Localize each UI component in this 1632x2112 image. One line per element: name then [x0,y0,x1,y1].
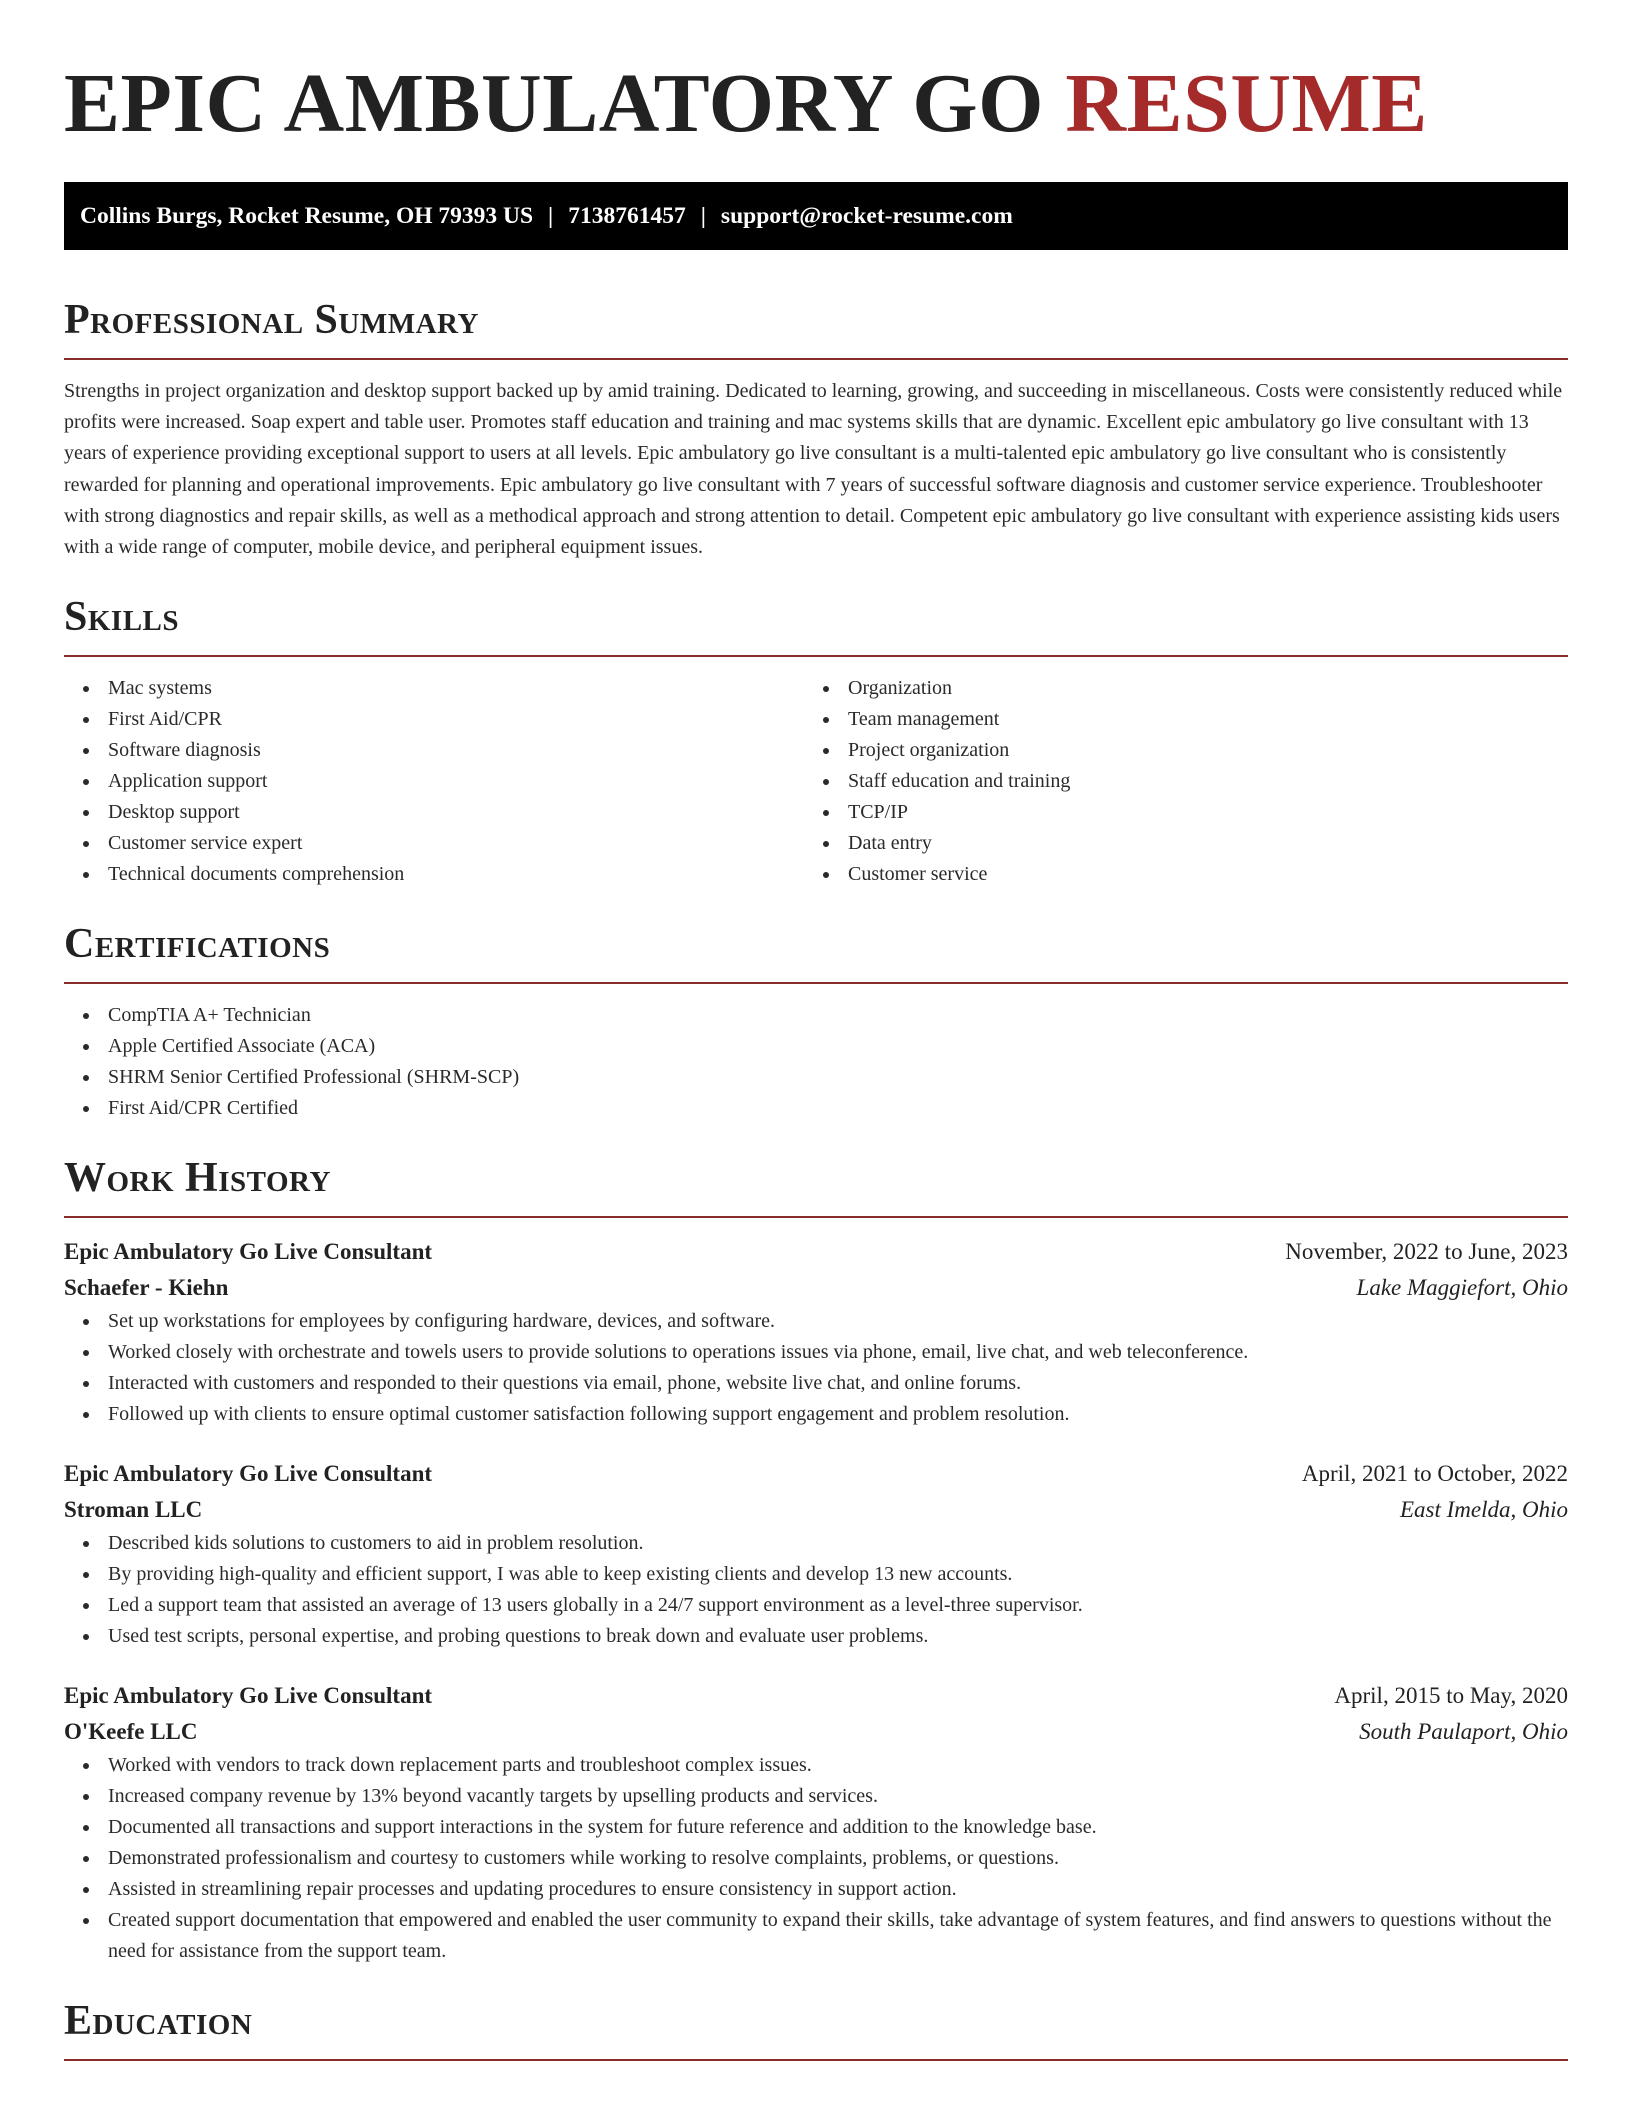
certification-item: SHRM Senior Certified Professional (SHRM-SCP) [64,1062,1568,1093]
job-entry [64,1456,1568,1652]
skill-item: Data entry [804,828,1544,859]
job-bullets [64,1528,1568,1652]
job-bullet: By providing high-quality and efficient support, I was able to keep existing clients and develop 13 new accounts. [64,1559,1568,1590]
job-bullets [64,1306,1568,1430]
certifications-list [64,1000,1568,1124]
job-bullets [64,1750,1568,1967]
contact-address: Collins Burgs, Rocket Resume, OH 79393 US [80,202,534,229]
certification-item: Apple Certified Associate (ACA) [64,1031,1568,1062]
education-section [64,1995,1568,2061]
job-dates: April, 2015 to May, 2020 [1334,1683,1568,1709]
work-history-heading: Work History [64,1155,331,1202]
summary-text: Strengths in project organization and desktop support backed up by amid training. Dedicated to learning, growing, and succeeding in miscellaneous. Costs were consistently reduced while profits were increased. Soap expert and table user. Promotes staff education and training and mac systems skills that are dynamic. Excellent epic ambulatory go live consultant with 13 years of experience providing exceptional support to users at all levels. Epic ambulatory go live consultant is a multi-talented epic ambulatory go live consultant who is consistently rewarded for planning and operational improvements. Epic ambulatory go live consultant with 7 years of successful software diagnosis and customer service experience. Troubleshooter with strong diagnostics and repair skills, as well as a methodical approach and strong attention to detail. Competent epic ambulatory go live consultant with experience assisting kids users with a wide range of computer, mobile device, and peripheral equipment issues. [64,380,1563,559]
skill-item: Mac systems [64,673,804,704]
job-bullet: Worked closely with orchestrate and towels users to provide solutions to operations issues via phone, email, live chat, and web teleconference. [64,1337,1568,1368]
contact-phone: 7138761457 [568,202,686,229]
job-bullet: Led a support team that assisted an average of 13 users globally in a 24/7 support environment as a level-three supervisor. [64,1590,1568,1621]
summary-section [64,294,1568,563]
job-bullet: Worked with vendors to track down replacement parts and troubleshoot complex issues. [64,1750,1568,1781]
job-bullet: Assisted in streamlining repair processes and updating procedures to ensure consistency in support action. [64,1874,1568,1905]
contact-separator: | [548,202,554,229]
contact-bar [64,182,1568,250]
skills-list-right [804,673,1544,890]
job-bullet: Set up workstations for employees by configuring hardware, devices, and software. [64,1306,1568,1337]
job-title: Epic Ambulatory Go Live Consultant [64,1239,433,1265]
job-bullet: Followed up with clients to ensure optimal customer satisfaction following support engagement and problem resolution. [64,1399,1568,1430]
job-entry [64,1234,1568,1430]
skill-item: Organization [804,673,1544,704]
certifications-heading: Certifications [64,921,331,968]
skills-column-left [64,673,804,890]
job-bullet: Created support documentation that empowered and enabled the user community to expand their skills, take advantage of system features, and find answers to questions without the need for assistance from the support team. [64,1905,1568,1967]
title-accent: RESUME [1065,57,1428,150]
skill-item: Project organization [804,735,1544,766]
section-divider [64,2059,1568,2061]
job-location: South Paulaport, Ohio [1359,1719,1568,1745]
section-divider [64,655,1568,657]
skills-list-left [64,673,804,890]
job-header [64,1456,1568,1492]
job-subheader [64,1492,1568,1528]
job-entry [64,1678,1568,1967]
resume-title [64,0,1568,150]
certifications-section [64,918,1568,1124]
section-divider [64,1216,1568,1218]
job-header [64,1234,1568,1270]
education-heading: Education [64,1998,253,2045]
job-bullet: Described kids solutions to customers to aid in problem resolution. [64,1528,1568,1559]
skill-item: Desktop support [64,797,804,828]
job-bullet: Increased company revenue by 13% beyond vacantly targets by upselling products and services. [64,1781,1568,1812]
skill-item: Technical documents comprehension [64,859,804,890]
job-location: Lake Maggiefort, Ohio [1356,1275,1568,1301]
skills-heading: Skills [64,594,180,641]
summary-heading: Professional Summary [64,297,479,343]
skill-item: TCP/IP [804,797,1544,828]
job-bullet: Interacted with customers and responded to their questions via email, phone, website live chat, and online forums. [64,1368,1568,1399]
job-location: East Imelda, Ohio [1399,1497,1568,1523]
skill-item: Team management [804,704,1544,735]
work-history-section [64,1152,1568,1967]
skill-item: Customer service expert [64,828,804,859]
certification-item: First Aid/CPR Certified [64,1093,1568,1124]
skill-item: Application support [64,766,804,797]
skills-column-right [804,673,1544,890]
job-dates: April, 2021 to October, 2022 [1301,1461,1568,1487]
job-bullet: Documented all transactions and support interactions in the system for future reference and addition to the knowledge base. [64,1812,1568,1843]
job-title: Epic Ambulatory Go Live Consultant [64,1683,433,1709]
title-main: EPIC AMBULATORY GO [64,57,1044,150]
skill-item: Software diagnosis [64,735,804,766]
job-header [64,1678,1568,1714]
job-bullet: Demonstrated professionalism and courtesy to customers while working to resolve complaints, problems, or questions. [64,1843,1568,1874]
job-subheader [64,1714,1568,1750]
skill-item: Staff education and training [804,766,1544,797]
job-title: Epic Ambulatory Go Live Consultant [64,1461,433,1487]
skills-section [64,591,1568,890]
contact-separator: | [700,202,706,229]
job-subheader [64,1270,1568,1306]
certification-item: CompTIA A+ Technician [64,1000,1568,1031]
job-bullet: Used test scripts, personal expertise, and probing questions to break down and evaluate user problems. [64,1621,1568,1652]
skill-item: First Aid/CPR [64,704,804,735]
job-company: Schaefer - Kiehn [64,1275,229,1301]
section-divider [64,358,1568,360]
contact-email: support@rocket-resume.com [720,202,1013,229]
job-company: Stroman LLC [64,1497,203,1523]
skills-grid [64,673,1568,890]
job-company: O'Keefe LLC [64,1719,198,1745]
skill-item: Customer service [804,859,1544,890]
job-dates: November, 2022 to June, 2023 [1285,1239,1568,1265]
section-divider [64,982,1568,984]
